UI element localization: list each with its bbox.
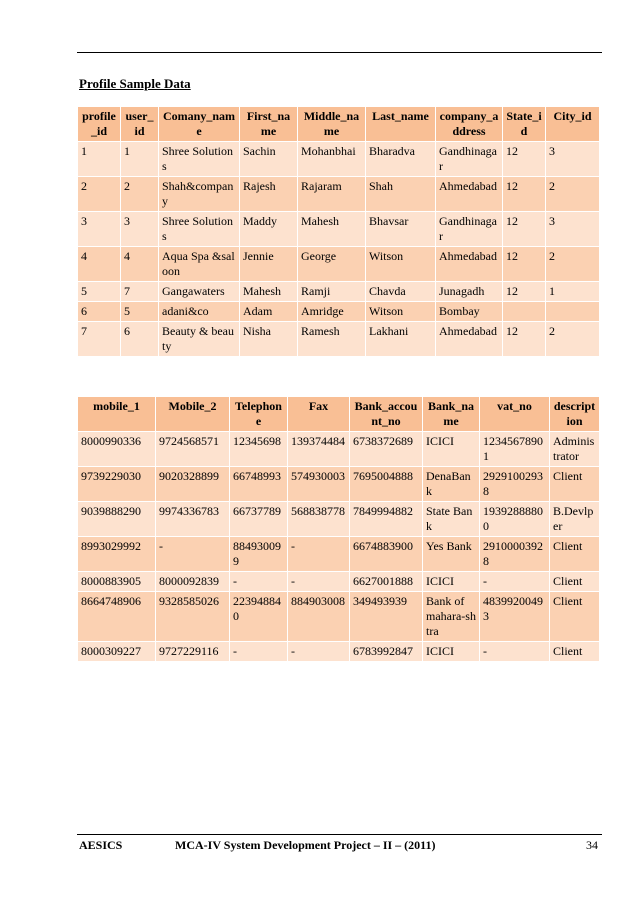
table-cell: 8993029992: [78, 537, 156, 572]
table-cell: Gandhinagar: [436, 212, 503, 247]
table-cell: -: [288, 572, 350, 592]
footer-rule: [77, 834, 602, 835]
table-cell: 2: [546, 322, 600, 357]
section-title: Profile Sample Data: [79, 76, 191, 91]
table-cell: [546, 302, 600, 322]
table-cell: 12345698: [230, 432, 288, 467]
table-cell: 9724568571: [156, 432, 230, 467]
profile-table-header-row: [78, 107, 600, 142]
table-cell: Shah&company: [159, 177, 240, 212]
table-cell: Gandhinagar: [436, 142, 503, 177]
table-cell: 2: [546, 247, 600, 282]
table-cell: Bombay: [436, 302, 503, 322]
table-cell: 223948840: [230, 592, 288, 642]
profile-row: [78, 302, 600, 322]
contact-row: [78, 572, 600, 592]
column-header: vat_no: [480, 397, 550, 432]
profile-row: [78, 247, 600, 282]
table-cell: 9974336783: [156, 502, 230, 537]
column-header: Bank_name: [423, 397, 480, 432]
column-header: Mobile_2: [156, 397, 230, 432]
table-cell: 48399200493: [480, 592, 550, 642]
table-cell: Mahesh: [298, 212, 366, 247]
table-cell: adani&co: [159, 302, 240, 322]
table-cell: ICICI: [423, 572, 480, 592]
table-cell: 7695004888: [350, 467, 423, 502]
table-cell: Nisha: [240, 322, 298, 357]
profile-table: [77, 106, 600, 357]
table-cell: 2: [121, 177, 159, 212]
table-cell: Junagadh: [436, 282, 503, 302]
table-cell: Ahmedabad: [436, 322, 503, 357]
table-cell: Shah: [366, 177, 436, 212]
table-cell: Adam: [240, 302, 298, 322]
profile-row: [78, 322, 600, 357]
page-number: 34: [586, 838, 598, 852]
table-cell: 4: [78, 247, 121, 282]
table-cell: Gangawaters: [159, 282, 240, 302]
table-cell: 12: [503, 177, 546, 212]
table-cell: 4: [121, 247, 159, 282]
table-cell: Shree Solutions: [159, 212, 240, 247]
table-cell: Administrator: [550, 432, 600, 467]
table-cell: 12: [503, 247, 546, 282]
table-cell: 568838778: [288, 502, 350, 537]
table-cell: 884930099: [230, 537, 288, 572]
table-cell: Client: [550, 572, 600, 592]
profile-row: [78, 177, 600, 212]
table-cell: 66737789: [230, 502, 288, 537]
table-cell: Beauty & beauty: [159, 322, 240, 357]
column-header: State_id: [503, 107, 546, 142]
table-cell: Client: [550, 642, 600, 662]
profile-row: [78, 212, 600, 247]
table-cell: 6738372689: [350, 432, 423, 467]
table-cell: 12: [503, 212, 546, 247]
table-cell: 3: [546, 142, 600, 177]
table-cell: 6783992847: [350, 642, 423, 662]
contact-row: [78, 537, 600, 572]
column-header: mobile_1: [78, 397, 156, 432]
column-header: Last_name: [366, 107, 436, 142]
table-cell: -: [156, 537, 230, 572]
header-rule: [77, 52, 602, 53]
table-cell: 1: [121, 142, 159, 177]
table-cell: 9727229116: [156, 642, 230, 662]
column-header: Fax: [288, 397, 350, 432]
table-cell: DenaBank: [423, 467, 480, 502]
profile-row: [78, 282, 600, 302]
table-cell: Ramesh: [298, 322, 366, 357]
table-cell: B.Devlper: [550, 502, 600, 537]
table-cell: 5: [121, 302, 159, 322]
table-cell: 6674883900: [350, 537, 423, 572]
contact-row: [78, 592, 600, 642]
table-cell: 349493939: [350, 592, 423, 642]
table-cell: ICICI: [423, 432, 480, 467]
table-cell: Bharadva: [366, 142, 436, 177]
column-header: Comany_name: [159, 107, 240, 142]
table-cell: Jennie: [240, 247, 298, 282]
table-cell: Mahesh: [240, 282, 298, 302]
table-cell: 9739229030: [78, 467, 156, 502]
table-cell: Ramji: [298, 282, 366, 302]
table-cell: 8000990336: [78, 432, 156, 467]
table-cell: Bank of mahara-shtra: [423, 592, 480, 642]
contact-row: [78, 467, 600, 502]
table-cell: 12345678901: [480, 432, 550, 467]
table-cell: 29100003928: [480, 537, 550, 572]
table-cell: 7: [78, 322, 121, 357]
table-cell: Client: [550, 537, 600, 572]
table-cell: ICICI: [423, 642, 480, 662]
table-cell: Client: [550, 467, 600, 502]
table-cell: Client: [550, 592, 600, 642]
column-header: user_id: [121, 107, 159, 142]
table-cell: Shree Solutions: [159, 142, 240, 177]
column-header: Bank_account_no: [350, 397, 423, 432]
contact-bank-table: [77, 396, 600, 662]
table-cell: 12: [503, 142, 546, 177]
table-cell: 884903008: [288, 592, 350, 642]
table-cell: Ahmedabad: [436, 247, 503, 282]
table-cell: Rajaram: [298, 177, 366, 212]
table-cell: 9328585026: [156, 592, 230, 642]
contact-row: [78, 642, 600, 662]
table-cell: -: [230, 642, 288, 662]
contact-row: [78, 432, 600, 467]
table-cell: [503, 302, 546, 322]
table-cell: 7: [121, 282, 159, 302]
table-cell: 2: [546, 177, 600, 212]
table-cell: 2: [78, 177, 121, 212]
table-cell: 8664748906: [78, 592, 156, 642]
table-cell: Ahmedabad: [436, 177, 503, 212]
table-cell: 12: [503, 322, 546, 357]
column-header: Middle_name: [298, 107, 366, 142]
table-cell: -: [480, 642, 550, 662]
table-cell: Bhavsar: [366, 212, 436, 247]
column-header: City_id: [546, 107, 600, 142]
column-header: First_name: [240, 107, 298, 142]
table-cell: 6: [121, 322, 159, 357]
table-cell: -: [230, 572, 288, 592]
table-cell: Witson: [366, 302, 436, 322]
table-cell: 19392888800: [480, 502, 550, 537]
footer-institute: AESICS: [79, 838, 123, 852]
table-cell: 8000309227: [78, 642, 156, 662]
table-cell: 574930003: [288, 467, 350, 502]
table-cell: 3: [121, 212, 159, 247]
table-cell: 3: [546, 212, 600, 247]
table-cell: 12: [503, 282, 546, 302]
table-cell: 66748993: [230, 467, 288, 502]
table-cell: Lakhani: [366, 322, 436, 357]
table-cell: 7849994882: [350, 502, 423, 537]
table-cell: Sachin: [240, 142, 298, 177]
table-cell: Amridge: [298, 302, 366, 322]
table-cell: Aqua Spa &saloon: [159, 247, 240, 282]
table-cell: -: [288, 537, 350, 572]
table-cell: 3: [78, 212, 121, 247]
table-cell: 6627001888: [350, 572, 423, 592]
table-cell: Rajesh: [240, 177, 298, 212]
table-cell: Chavda: [366, 282, 436, 302]
table-cell: 9039888290: [78, 502, 156, 537]
table-cell: State Bank: [423, 502, 480, 537]
column-header: description: [550, 397, 600, 432]
contact-bank-table-header-row: [78, 397, 600, 432]
profile-row: [78, 142, 600, 177]
table-cell: Maddy: [240, 212, 298, 247]
table-cell: Yes Bank: [423, 537, 480, 572]
table-cell: Mohanbhai: [298, 142, 366, 177]
table-cell: -: [480, 572, 550, 592]
table-cell: 1: [78, 142, 121, 177]
footer-project-title: MCA-IV System Development Project – II – (2011): [175, 838, 436, 852]
table-cell: 6: [78, 302, 121, 322]
table-cell: George: [298, 247, 366, 282]
table-cell: -: [288, 642, 350, 662]
table-cell: 139374484: [288, 432, 350, 467]
table-cell: Witson: [366, 247, 436, 282]
table-cell: 1: [546, 282, 600, 302]
table-cell: 9020328899: [156, 467, 230, 502]
table-cell: 8000092839: [156, 572, 230, 592]
table-cell: 5: [78, 282, 121, 302]
table-cell: 29291002938: [480, 467, 550, 502]
column-header: profile_id: [78, 107, 121, 142]
table-cell: 8000883905: [78, 572, 156, 592]
column-header: Telephone: [230, 397, 288, 432]
column-header: company_address: [436, 107, 503, 142]
contact-row: [78, 502, 600, 537]
